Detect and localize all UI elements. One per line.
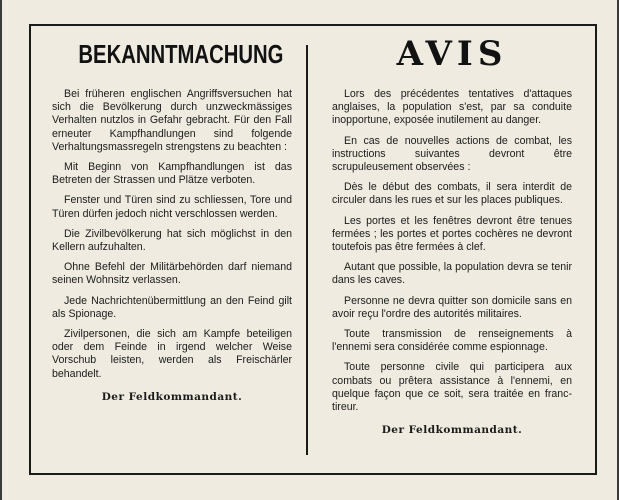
german-paragraph-5: Ohne Befehl der Militärbehörden darf niemand seinen Wohnsitz verlassen. bbox=[52, 261, 292, 287]
french-paragraph-8: Toute personne civile qui participera aux combats ou prêtera assistance à l'ennemi, en quelque façon que ce soit, sera traitée en franc-tireur. bbox=[332, 361, 572, 414]
german-paragraph-3: Fenster und Türen sind zu schliessen, Tore und Türen dürfen jedoch nicht verschlossen werden. bbox=[52, 194, 292, 220]
german-title: BEKANNTMACHUNG bbox=[78, 39, 284, 69]
french-paragraph-3: Dès le début des combats, il sera interdit de circuler dans les rues et sur les places publiques. bbox=[332, 181, 572, 207]
french-signature: Der Feldkommandant. bbox=[381, 424, 523, 437]
column-divider bbox=[306, 45, 308, 455]
german-paragraph-4: Die Zivilbevölkerung hat sich möglichst in den Kellern aufzuhalten. bbox=[52, 227, 292, 254]
german-signature: Der Feldkommandant. bbox=[101, 390, 243, 403]
french-title: AVIS bbox=[396, 34, 508, 74]
french-paragraph-1: Lors des précédentes tentatives d'attaques anglaises, la population s'est, par sa conduite inopportune, exposée inutilement au danger. bbox=[332, 88, 572, 127]
german-paragraph-7: Zivilpersonen, die sich am Kampfe beteiligen oder dem Feinde in irgend welcher Weise Vorschub leisten, werden als Freischärler behandelt. bbox=[52, 328, 292, 380]
french-paragraph-2: En cas de nouvelles actions de combat, les instructions suivantes devront être scrupuleusement observées : bbox=[332, 134, 572, 174]
german-column bbox=[52, 34, 292, 403]
french-paragraph-4: Les portes et les fenêtres devront être tenues fermées ; les portes et portes cochères ne devront toutefois pas être fermées à clef. bbox=[332, 214, 572, 254]
french-paragraph-6: Personne ne devra quitter son domicile sans en avoir reçu l'ordre des autorités militaires. bbox=[332, 294, 572, 320]
french-paragraph-7: Toute transmission de renseignements à l'ennemi sera considérée comme espionnage. bbox=[332, 328, 572, 354]
german-paragraph-1: Bei früheren englischen Angriffsversuchen hat sich die Bevölkerung durch unzweckmässiges Verhalten nutzlos in Gefahr gebracht. Für den Fall erneuter Kampfhandlungen sind folgende Verhaltungsmassregeln strengstens zu beachten : bbox=[52, 88, 292, 153]
poster-sheet bbox=[2, 0, 617, 500]
german-paragraph-6: Jede Nachrichtenübermittlung an den Feind gilt als Spionage. bbox=[52, 294, 292, 320]
french-paragraph-5: Autant que possible, la population devra se tenir dans les caves. bbox=[332, 261, 572, 287]
german-paragraph-2: Mit Beginn von Kampfhandlungen ist das Betreten der Strassen und Plätze verboten. bbox=[52, 161, 292, 187]
french-column bbox=[332, 34, 572, 436]
